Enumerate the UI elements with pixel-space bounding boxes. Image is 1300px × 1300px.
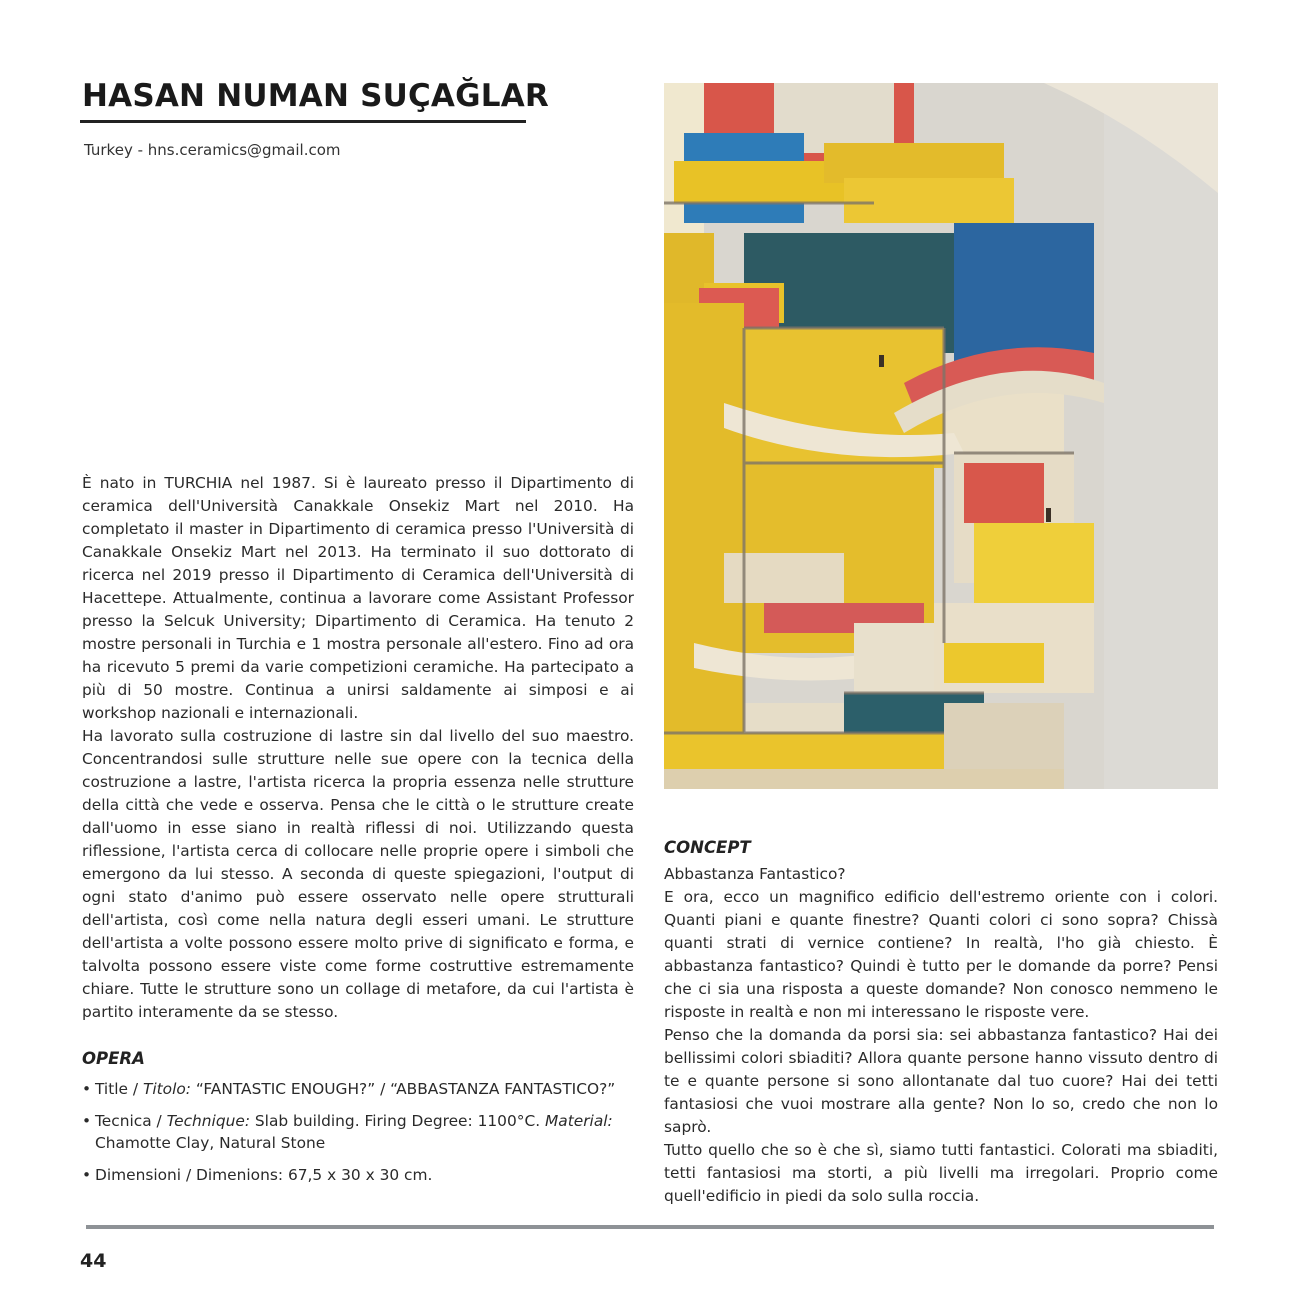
artist-contact: Turkey - hns.ceramics@gmail.com bbox=[84, 141, 341, 159]
concept-paragraph-3: Tutto quello che so è che sì, siamo tutti fantastici. Colorati ma sbiaditi, tetti fantasiosi ma storti, a più livelli ma irregolari. Proprio come quell'edificio in piedi da solo sulla roccia. bbox=[664, 1141, 1218, 1205]
technique-label: Tecnica / bbox=[95, 1112, 167, 1130]
material-value: Chamotte Clay, Natural Stone bbox=[95, 1134, 326, 1152]
material-label-italic: Material: bbox=[545, 1112, 613, 1130]
title-label: Title / bbox=[95, 1080, 143, 1098]
bio-paragraph-2: Ha lavorato sulla costruzione di lastre sin dal livello del suo maestro. Concentrandosi sulle strutture nelle sue opere con la tecnica della costruzione a lastre, l'artista ricerca la propria essenza nelle strutture della città che vede e osserva. Pensa che le città o le strutture create dall'uomo in esse siano in realtà riflessi di noi. Utilizzando questa riflessione, l'artista cerca di collocare nelle proprie opere i simboli che emergono da lui stesso. A seconda di queste spiegazioni, l'output di ogni stato d'animo può essere osservato nelle opere strutturali dell'artista, così come nella natura degli esseri umani. Le strutture dell'artista a volte possono essere molto prive di significato e forma, e talvolta possono essere viste come forme costruttive estremamente chiare. Tutte le strutture sono un collage di metafore, da cui l'artista è partito interamente da se stesso. bbox=[82, 727, 634, 1021]
concept-heading: CONCEPT bbox=[664, 838, 751, 857]
footer-rule bbox=[86, 1225, 1214, 1229]
page-number: 44 bbox=[80, 1250, 107, 1272]
artwork-illustration bbox=[664, 83, 1218, 789]
opera-details bbox=[82, 1078, 642, 1196]
concept-subtitle: Abbastanza Fantastico? bbox=[664, 865, 846, 883]
bio-paragraph-1: È nato in TURCHIA nel 1987. Si è laureato presso il Dipartimento di ceramica dell'Università Canakkale Onsekiz Mart nel 2010. Ha completato il master in Dipartimento di ceramica presso l'Università di Canakkale Onsekiz Mart nel 2013. Ha terminato il suo dottorato di ricerca nel 2019 presso il Dipartimento di Ceramica dell'Università di Hacettepe. Attualmente, continua a lavorare come Assistant Professor presso la Selcuk University; Dipartimento di Ceramica. Ha tenuto 2 mostre personali in Turchia e 1 mostra personale all'estero. Fino ad ora ha ricevuto 5 premi da varie competizioni ceramiche. Ha partecipato a più di 50 mostre. Continua a unirsi saldamente ai simposi e ai workshop nazionali e internazionali. bbox=[82, 474, 634, 722]
title-label-italic: Titolo: bbox=[142, 1080, 191, 1098]
technique-value: Slab building. Firing Degree: 1100°C. bbox=[250, 1112, 545, 1130]
title-underline bbox=[80, 120, 526, 123]
title-value: “FANTASTIC ENOUGH?” / “ABBASTANZA FANTASTICO?” bbox=[190, 1080, 616, 1098]
opera-dimensions-item: • Dimensioni / Dimenions: 67,5 x 30 x 30 cm. bbox=[82, 1164, 642, 1186]
concept-paragraph-2: Penso che la domanda da porsi sia: sei abbastanza fantastico? Hai dei bellissimi colori sbiaditi? Allora quante persone hanno vissuto dentro di te e quante persone si sono allontanate dal tuo cuore? Hai dei tetti fantasiosi che vuoi mostrare alla gente? Non lo so, credo che non lo saprò. bbox=[664, 1026, 1218, 1136]
artwork-photo bbox=[664, 83, 1218, 789]
opera-technique-item bbox=[82, 1110, 642, 1154]
concept-text bbox=[664, 863, 1218, 1208]
opera-heading: OPERA bbox=[82, 1049, 145, 1068]
concept-paragraph-1: E ora, ecco un magnifico edificio dell'estremo oriente con i colori. Quanti piani e quante finestre? Quanti colori ci sono sopra? Chissà quanti strati di vernice contiene? In realtà, l'ho già chiesto. È abbastanza fantastico? Quindi è tutto per le domande da porre? Pensi che ci sia una risposta a queste domande? Non conosco nemmeno le risposte in realtà e non mi interessano le risposte vere. bbox=[664, 888, 1218, 1021]
artist-name: HASAN NUMAN SUÇAĞLAR bbox=[82, 78, 549, 114]
technique-label-italic: Technique: bbox=[166, 1112, 251, 1130]
biography bbox=[82, 472, 634, 1024]
opera-title-item bbox=[82, 1078, 642, 1100]
